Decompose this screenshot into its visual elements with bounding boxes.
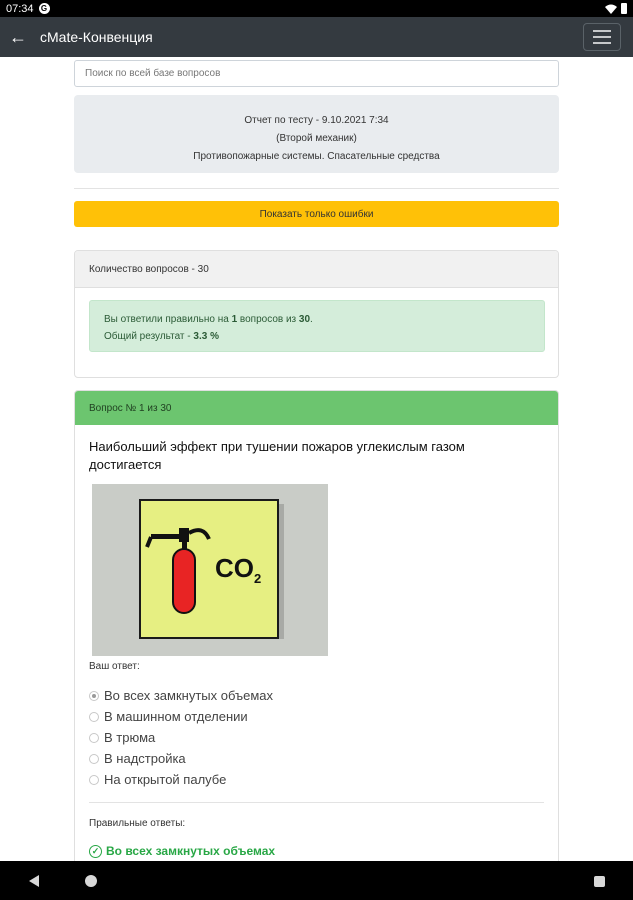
answer-option[interactable] [89,769,273,790]
menu-line [593,42,611,44]
sign-co-text: CO [215,553,254,583]
question-count-card [74,250,559,378]
correct-count-suffix: . [310,314,313,325]
total-count-value: 30 [298,314,311,325]
square-recents-icon[interactable] [594,876,605,887]
overall-result-value: 3.3 % [193,331,219,342]
answer-label: На открытой палубе [104,772,227,787]
hamburger-menu-icon[interactable] [583,23,621,51]
answer-option[interactable] [89,685,273,706]
correct-answer [89,844,275,858]
correct-count-middle: вопросов из [237,314,299,325]
overall-result-prefix: Общий результат - [104,331,194,342]
main-content [74,57,560,861]
question-count-header: Количество вопросов - 30 [75,251,558,288]
report-box [74,95,559,173]
status-bar [0,0,633,17]
app-title: cMate-Конвенция [40,29,153,45]
correct-answers-label: Правильные ответы: [89,818,186,829]
fire-extinguisher-icon [141,501,277,637]
correct-count-line [104,311,530,328]
battery-icon [621,3,627,14]
divider [89,802,544,803]
correct-count-prefix: Вы ответили правильно на [104,314,232,325]
result-alert [89,300,545,352]
circle-home-icon[interactable] [85,875,97,887]
report-topic: Противопожарные системы. Спасательные средства [193,151,440,162]
correct-answer-text: Во всех замкнутых объемах [106,844,276,858]
divider [74,188,559,189]
answer-label: Во всех замкнутых объемах [104,688,273,703]
answer-option[interactable] [89,706,273,727]
radio-icon[interactable] [89,712,99,722]
report-role: (Второй механик) [276,133,357,144]
answer-option[interactable] [89,748,273,769]
question-card [74,390,559,861]
arrow-left-icon[interactable]: ← [9,26,27,47]
answer-label: В машинном отделении [104,709,248,724]
answer-label: В надстройка [104,751,186,766]
answer-option[interactable] [89,727,273,748]
radio-selected-icon[interactable] [89,691,99,701]
your-answer-label: Ваш ответ: [89,661,140,672]
triangle-back-icon[interactable] [29,875,39,887]
answer-list [89,685,273,790]
show-errors-button[interactable]: Показать только ошибки [74,201,559,227]
notification-g-icon: G [39,3,50,14]
search-input[interactable] [74,60,559,87]
question-header: Вопрос № 1 из 30 [75,391,558,425]
co2-extinguisher-sign [139,499,279,639]
radio-icon[interactable] [89,775,99,785]
check-circle-icon: ✓ [89,845,102,858]
radio-icon[interactable] [89,733,99,743]
menu-line [593,36,611,38]
navigation-bar [0,861,633,900]
answer-label: В трюма [104,730,156,745]
question-image [92,484,328,656]
app-bar [0,17,633,57]
wifi-icon [605,4,617,14]
menu-line [593,30,611,32]
status-time: 07:34 [6,2,34,15]
radio-icon[interactable] [89,754,99,764]
overall-result-line [104,328,530,345]
report-date: Отчет по тесту - 9.10.2021 7:34 [244,115,389,126]
sign-subscript-text: 2 [254,571,262,586]
correct-count-value: 1 [231,314,238,325]
question-text: Наибольший эффект при тушении пожаров углекислым газом достигается [89,439,465,472]
